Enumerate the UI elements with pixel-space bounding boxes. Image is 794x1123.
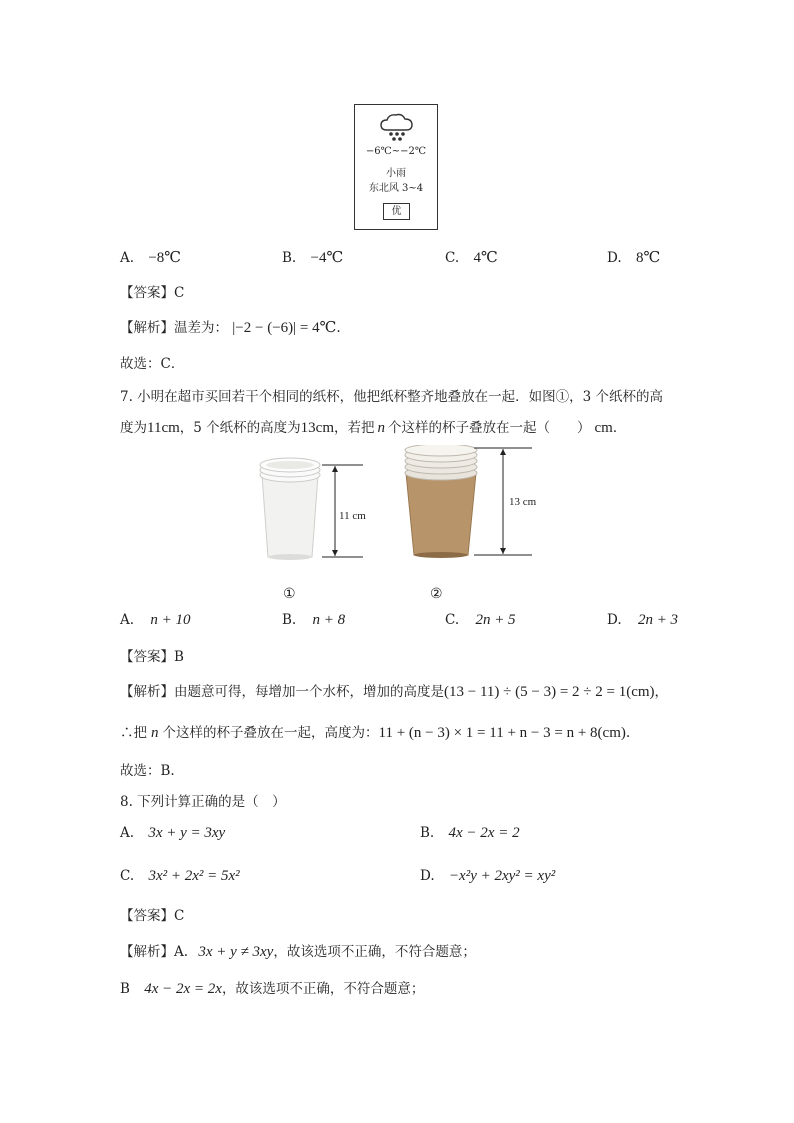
analysis-math: (13 − 11) ÷ (5 − 3) = 2 ÷ 2 = 1(cm) (444, 684, 655, 700)
q7-analysis-line2 (120, 721, 630, 742)
q8-question: 8. 下列计算正确的是（ ） (120, 794, 286, 810)
option-label: B. (282, 612, 297, 628)
analysis-text: ，故该选项不正确，不符合题意； (273, 944, 476, 960)
q8-option-a (120, 825, 225, 842)
analysis-math: 11 + (n − 3) × 1 = 11 + n − 3 = n + 8(cm) (378, 725, 626, 741)
analysis-option-label: A. (174, 944, 189, 960)
option-label: A. (120, 825, 135, 841)
figure-caption-1: ① (283, 586, 296, 602)
option-text: −x²y + 2xy² = xy² (448, 868, 556, 884)
q7-text: 个这样的杯子叠放在一起（ ） (388, 420, 591, 436)
option-label: C. (445, 250, 460, 266)
q7-unit: cm (594, 420, 613, 436)
option-text: 4x − 2x = 2 (448, 825, 520, 841)
option-text: −4℃ (310, 250, 344, 266)
q7-variable: n (377, 420, 385, 436)
kraft-cup-stack (405, 445, 477, 558)
dimension-label-1: 11 cm (339, 510, 366, 522)
analysis-end: . (625, 725, 631, 741)
analysis-option-label: B (120, 981, 130, 997)
q7-text: 度为 (120, 420, 147, 436)
q8-analysis-a (120, 940, 476, 961)
air-quality-badge: 优 (383, 203, 410, 220)
q7-answer (120, 645, 184, 665)
figure-caption-2: ② (430, 586, 443, 602)
analysis-math: |−2 − (−6)| = 4℃ (232, 320, 337, 336)
analysis-label: 【解析】 (120, 320, 174, 336)
q7-option-a (120, 612, 190, 629)
analysis-variable: n (151, 725, 159, 741)
q6-option-a (120, 248, 181, 267)
q7-question-line1: 7. 小明在超市买回若干个相同的纸杯，他把纸杯整齐地叠放在一起．如图①，3 个纸杯的高 (120, 389, 664, 405)
analysis-end: ， (654, 684, 669, 700)
option-text: 3x² + 2x² = 5x² (148, 868, 240, 884)
option-text: 2n + 5 (475, 612, 516, 628)
option-label: C. (120, 868, 135, 884)
answer-label: 【答案】 (120, 285, 174, 301)
option-label: B. (282, 250, 297, 266)
q6-option-d (607, 248, 660, 267)
q7-conclusion: 故选：B. (120, 763, 175, 779)
q8-analysis-b (120, 977, 424, 998)
q6-answer (120, 281, 184, 301)
q7-value: 13cm (300, 420, 334, 436)
analysis-text: ，故该选项不正确，不符合题意； (221, 981, 425, 997)
q7-option-d (607, 612, 678, 629)
paper-cups-figure (250, 445, 550, 565)
q6-analysis (120, 316, 341, 337)
option-text: −8℃ (148, 250, 182, 266)
weather-card (354, 104, 438, 230)
q6-option-b (282, 248, 343, 267)
q7-text: ，5 个纸杯的高度为 (179, 420, 301, 436)
temperature-range: −6℃~−2℃ (365, 146, 427, 157)
q7-question-line2 (120, 416, 626, 437)
answer-label: 【答案】 (120, 649, 174, 665)
wind-info: 东北风 3~4 (368, 183, 424, 194)
analysis-math: 3x + y ≠ 3xy (198, 944, 274, 960)
analysis-label: 【解析】 (120, 944, 174, 960)
option-label: C. (445, 612, 460, 628)
q8-option-c (120, 868, 240, 885)
option-label: D. (420, 868, 435, 884)
analysis-text: ∴把 (120, 725, 147, 741)
option-label: D. (607, 612, 622, 628)
analysis-text: 温差为： (174, 320, 228, 336)
option-label: A. (120, 612, 135, 628)
q7-option-b (282, 612, 345, 629)
dimension-label-2: 13 cm (509, 496, 537, 508)
white-cup-stack (260, 458, 320, 560)
option-text: n + 8 (312, 612, 346, 628)
answer-label: 【答案】 (120, 908, 174, 924)
analysis-text: 个这样的杯子叠放在一起，高度为： (162, 725, 379, 741)
option-label: D. (607, 250, 622, 266)
analysis-text: 由题意可得，每增加一个水杯，增加的高度是 (174, 684, 444, 700)
option-text: n + 10 (150, 612, 191, 628)
q6-option-c (445, 248, 498, 267)
q8-option-d (420, 868, 555, 885)
q8-option-b (420, 825, 520, 842)
analysis-label: 【解析】 (120, 684, 174, 700)
option-text: 3x + y = 3xy (148, 825, 226, 841)
analysis-end: . (336, 320, 341, 336)
q8-answer (120, 904, 184, 924)
option-text: 2n + 3 (637, 612, 679, 628)
option-label: B. (420, 825, 435, 841)
answer-value: C (174, 285, 185, 301)
q7-analysis (120, 680, 668, 701)
option-text: 8℃ (635, 250, 661, 266)
option-text: 4℃ (473, 250, 498, 266)
q7-option-c (445, 612, 516, 629)
answer-value: B (174, 649, 184, 665)
option-label: A. (120, 250, 135, 266)
q7-text: ，若把 (334, 420, 375, 436)
weather-condition: 小雨 (386, 168, 406, 179)
q6-conclusion: 故选：C． (120, 356, 185, 372)
q7-text: ． (612, 420, 627, 436)
q7-value: 11cm (147, 420, 180, 436)
analysis-math: 4x − 2x = 2x (144, 981, 222, 997)
answer-value: C (174, 908, 185, 924)
rain-cloud-icon (377, 112, 417, 142)
